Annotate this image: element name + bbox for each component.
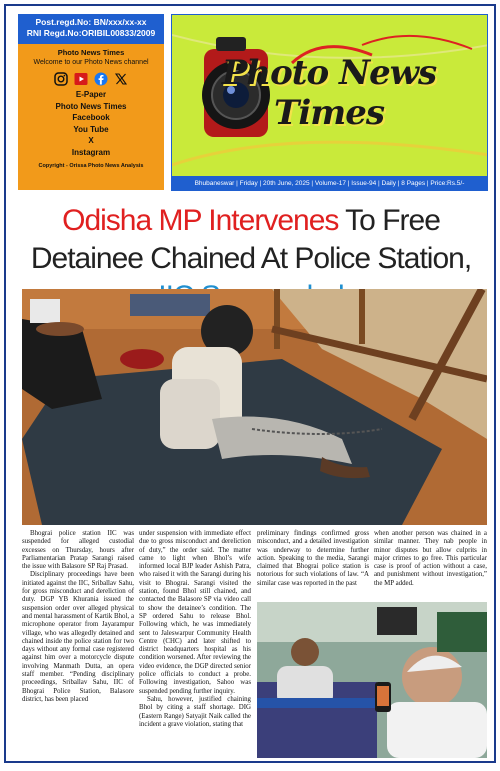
x-icon[interactable]	[114, 72, 128, 86]
article-column-1	[22, 530, 134, 755]
paragraph: preliminary findings confirmed gross misconduct, and a detailed investigation was underway to determine further action. Speaking to the media, Sarangi claimed that Bhograi police station is notorious for such violations of law. “A similar case was reported in the past	[257, 530, 369, 587]
social-box	[18, 44, 164, 190]
postal-registration: Post.regd.No: BN/xxx/xx-xx	[35, 17, 147, 27]
main-news-photo	[22, 289, 487, 525]
rni-registration: RNI Regd.No:ORIBIL00833/2009	[26, 28, 156, 38]
paragraph: when another person was chained in a similar manner. They nab people in minor disputes but allow culprits in major crimes to go free. This particular case is proof of action without a case, and punishment without investigation,” the MP added.	[374, 530, 487, 587]
paragraph: under suspension with immediate effect due to gross misconduct and dereliction of duty,” the order said. The matter came to light when Bhol’s wife informed local BJP leader Ashish Patra, who raised it with the Sarangi during his visit to Bhograi. Sarangi visited the station, found Bhol still chained, and contacted the Balasore SP via video call to show the detainee’s condition. The SP ordered Sahu to release Bhol. Following which, he was immediately sent to Jaleswarpur Community Health Centre (CHC) and later shifted to district headquarters hospital as his condition worsened. After reviewing the video evidence, the DGP directed senior police officials to conduct a probe. Following investigation, Sahoo was suspended pending further inquiry.	[139, 530, 251, 695]
link-website[interactable]: Photo News Times	[55, 101, 127, 111]
instagram-icon[interactable]	[54, 72, 68, 86]
link-x[interactable]: X	[88, 136, 94, 145]
headline-middle-part: To Free Detainee Chained At Police Station,	[30, 204, 472, 275]
dateline-bar: Bhubaneswar | Friday | 20th June, 2025 | Volume-17 | Issue-94 | Daily | 8 Pages | Price:Rs.5/-	[171, 177, 488, 191]
link-facebook[interactable]: Facebook	[72, 113, 110, 122]
newspaper-logo: Photo News Times	[221, 53, 437, 133]
article-column-2	[139, 530, 251, 755]
link-epaper[interactable]: E-Paper	[75, 90, 107, 99]
article-column-3	[257, 530, 369, 600]
facebook-icon[interactable]	[94, 72, 108, 86]
newspaper-page	[4, 4, 496, 763]
masthead-banner	[171, 14, 488, 177]
paragraph: Bhograi police station IIC was suspended for alleged custodial excesses on Thursday, hours after Parliamentarian Pratap Sarangi raised the issue with Balasore SP Raj Prasad.	[22, 530, 134, 571]
link-youtube[interactable]: You Tube	[73, 124, 109, 134]
social-icons	[21, 72, 161, 86]
headline-red-part: Odisha MP Intervenes	[62, 204, 339, 237]
registration-box	[18, 14, 164, 44]
link-instagram[interactable]: Instagram	[71, 147, 111, 157]
paragraph: Sahu, however, justified chaining Bhol by citing a staff shortage. DIG (Eastern Range) Satyajit Naik called the incident a grave violation, stating that	[139, 695, 251, 728]
article-column-4	[374, 530, 487, 600]
copyright-text: Copyright - Orissa Photo News Analysis	[38, 163, 144, 169]
secondary-news-photo	[257, 602, 487, 758]
welcome-text: Welcome to our Photo News channel	[33, 59, 149, 66]
welcome-title: Photo News Times	[57, 48, 125, 57]
masthead-info-panel	[18, 14, 164, 190]
paragraph: Disciplinary proceedings have been initiated against the IIC, Sriballav Sahu, for gross misconduct and dereliction of duty. DGP YB Khurania issued the suspension order over alleged physical and mental harassment of Kartik Bhol, a microphone operator from Jayarampur village, who was allegedly detained and chained inside the police station for two days without any formal case registered against him over a motorcycle dispute involving Manmath Dutta, an opera staff member. “Pending disciplinary proceedings, Sriballav Sahu, IIC of Bhograi Police Station, Balasore district, has been placed	[22, 571, 134, 703]
tv-icon[interactable]	[74, 72, 88, 86]
